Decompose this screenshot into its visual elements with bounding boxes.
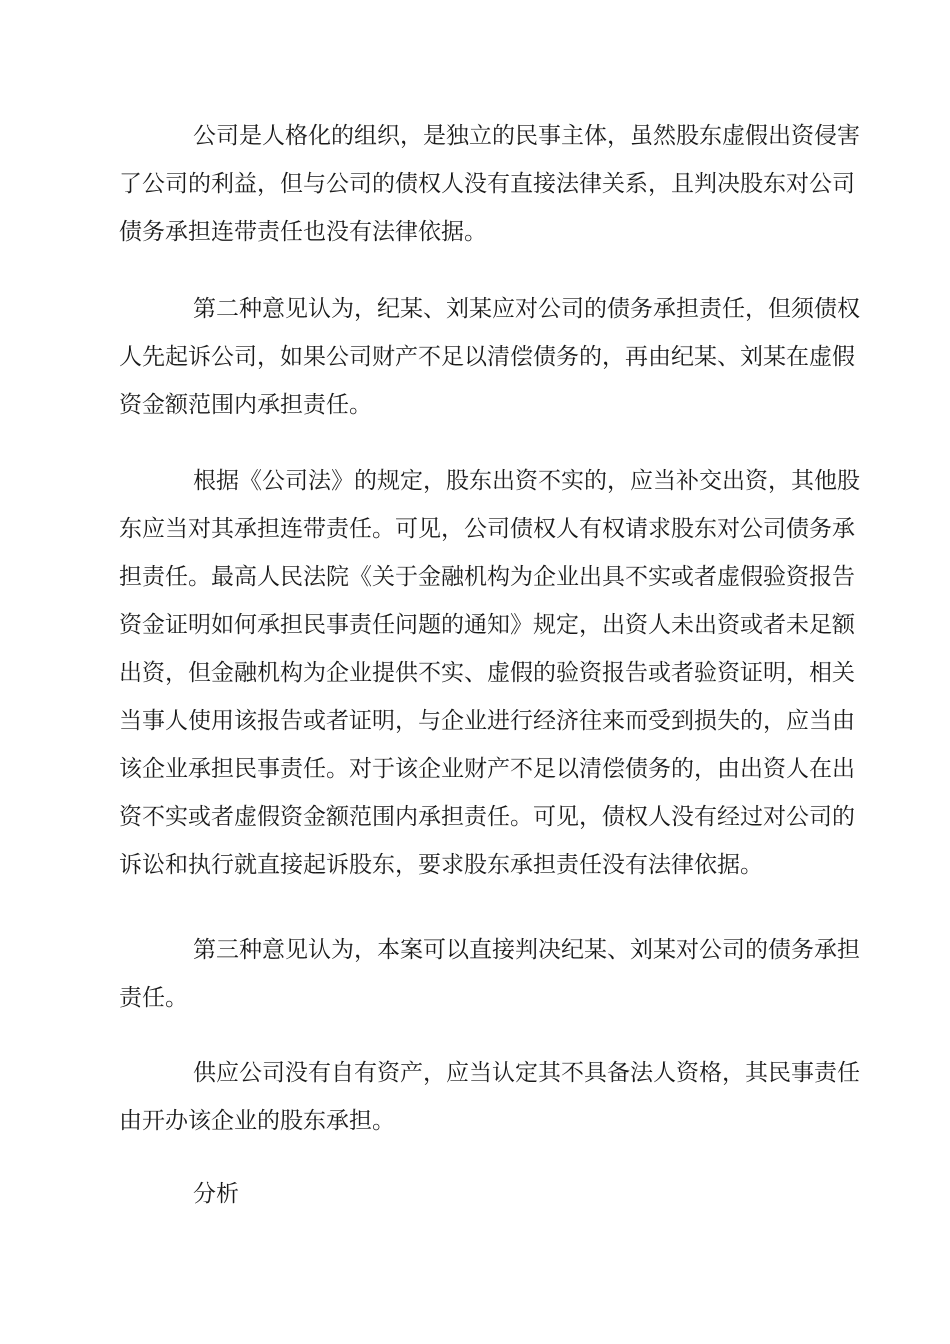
paragraph-line: 出资，但金融机构为企业提供不实、虚假的验资报告或者验资证明，相关 [119,660,855,686]
paragraph-line: 公司是人格化的组织，是独立的民事主体，虽然股东虚假出资侵害 [193,123,860,149]
paragraph-line: 了公司的利益，但与公司的债权人没有直接法律关系，且判决股东对公司 [119,171,855,197]
paragraph-line: 东应当对其承担连带责任。可见，公司债权人有权请求股东对公司债务承 [119,516,855,542]
paragraph-line: 债务承担连带责任也没有法律依据。 [119,219,487,245]
paragraph-2 [119,285,860,429]
section-heading-analysis [119,1170,833,1218]
paragraph-line: 诉讼和执行就直接起诉股东，要求股东承担责任没有法律依据。 [119,852,763,878]
paragraph-line: 资金额范围内承担责任。 [119,392,372,418]
paragraph-line: 该企业承担民事责任。对于该企业财产不足以清偿债务的，由出资人在出 [119,756,855,782]
paragraph-line: 第二种意见认为，纪某、刘某应对公司的债务承担责任，但须债权 [193,296,860,322]
paragraph-5 [119,1049,860,1145]
paragraph-line: 资不实或者虚假资金额范围内承担责任。可见，债权人没有经过对公司的 [119,804,855,830]
paragraph-1 [119,112,860,256]
paragraph-line: 根据《公司法》的规定，股东出资不实的，应当补交出资，其他股 [193,468,860,494]
paragraph-line: 供应公司没有自有资产，应当认定其不具备法人资格，其民事责任 [193,1060,860,1086]
paragraph-3 [119,457,860,889]
paragraph-line: 当事人使用该报告或者证明，与企业进行经济往来而受到损失的，应当由 [119,708,855,734]
paragraph-line: 人先起诉公司，如果公司财产不足以清偿债务的，再由纪某、刘某在虚假 [119,344,855,370]
paragraph-line: 担责任。最高人民法院《关于金融机构为企业出具不实或者虚假验资报告 [119,564,855,590]
paragraph-4 [119,926,860,1022]
paragraph-line: 第三种意见认为，本案可以直接判决纪某、刘某对公司的债务承担 [193,937,860,963]
paragraph-line: 由开办该企业的股东承担。 [119,1108,395,1134]
paragraph-line: 资金证明如何承担民事责任问题的通知》规定，出资人未出资或者未足额 [119,612,855,638]
paragraph-line: 责任。 [119,985,188,1011]
section-heading-text: 分析 [193,1181,239,1207]
